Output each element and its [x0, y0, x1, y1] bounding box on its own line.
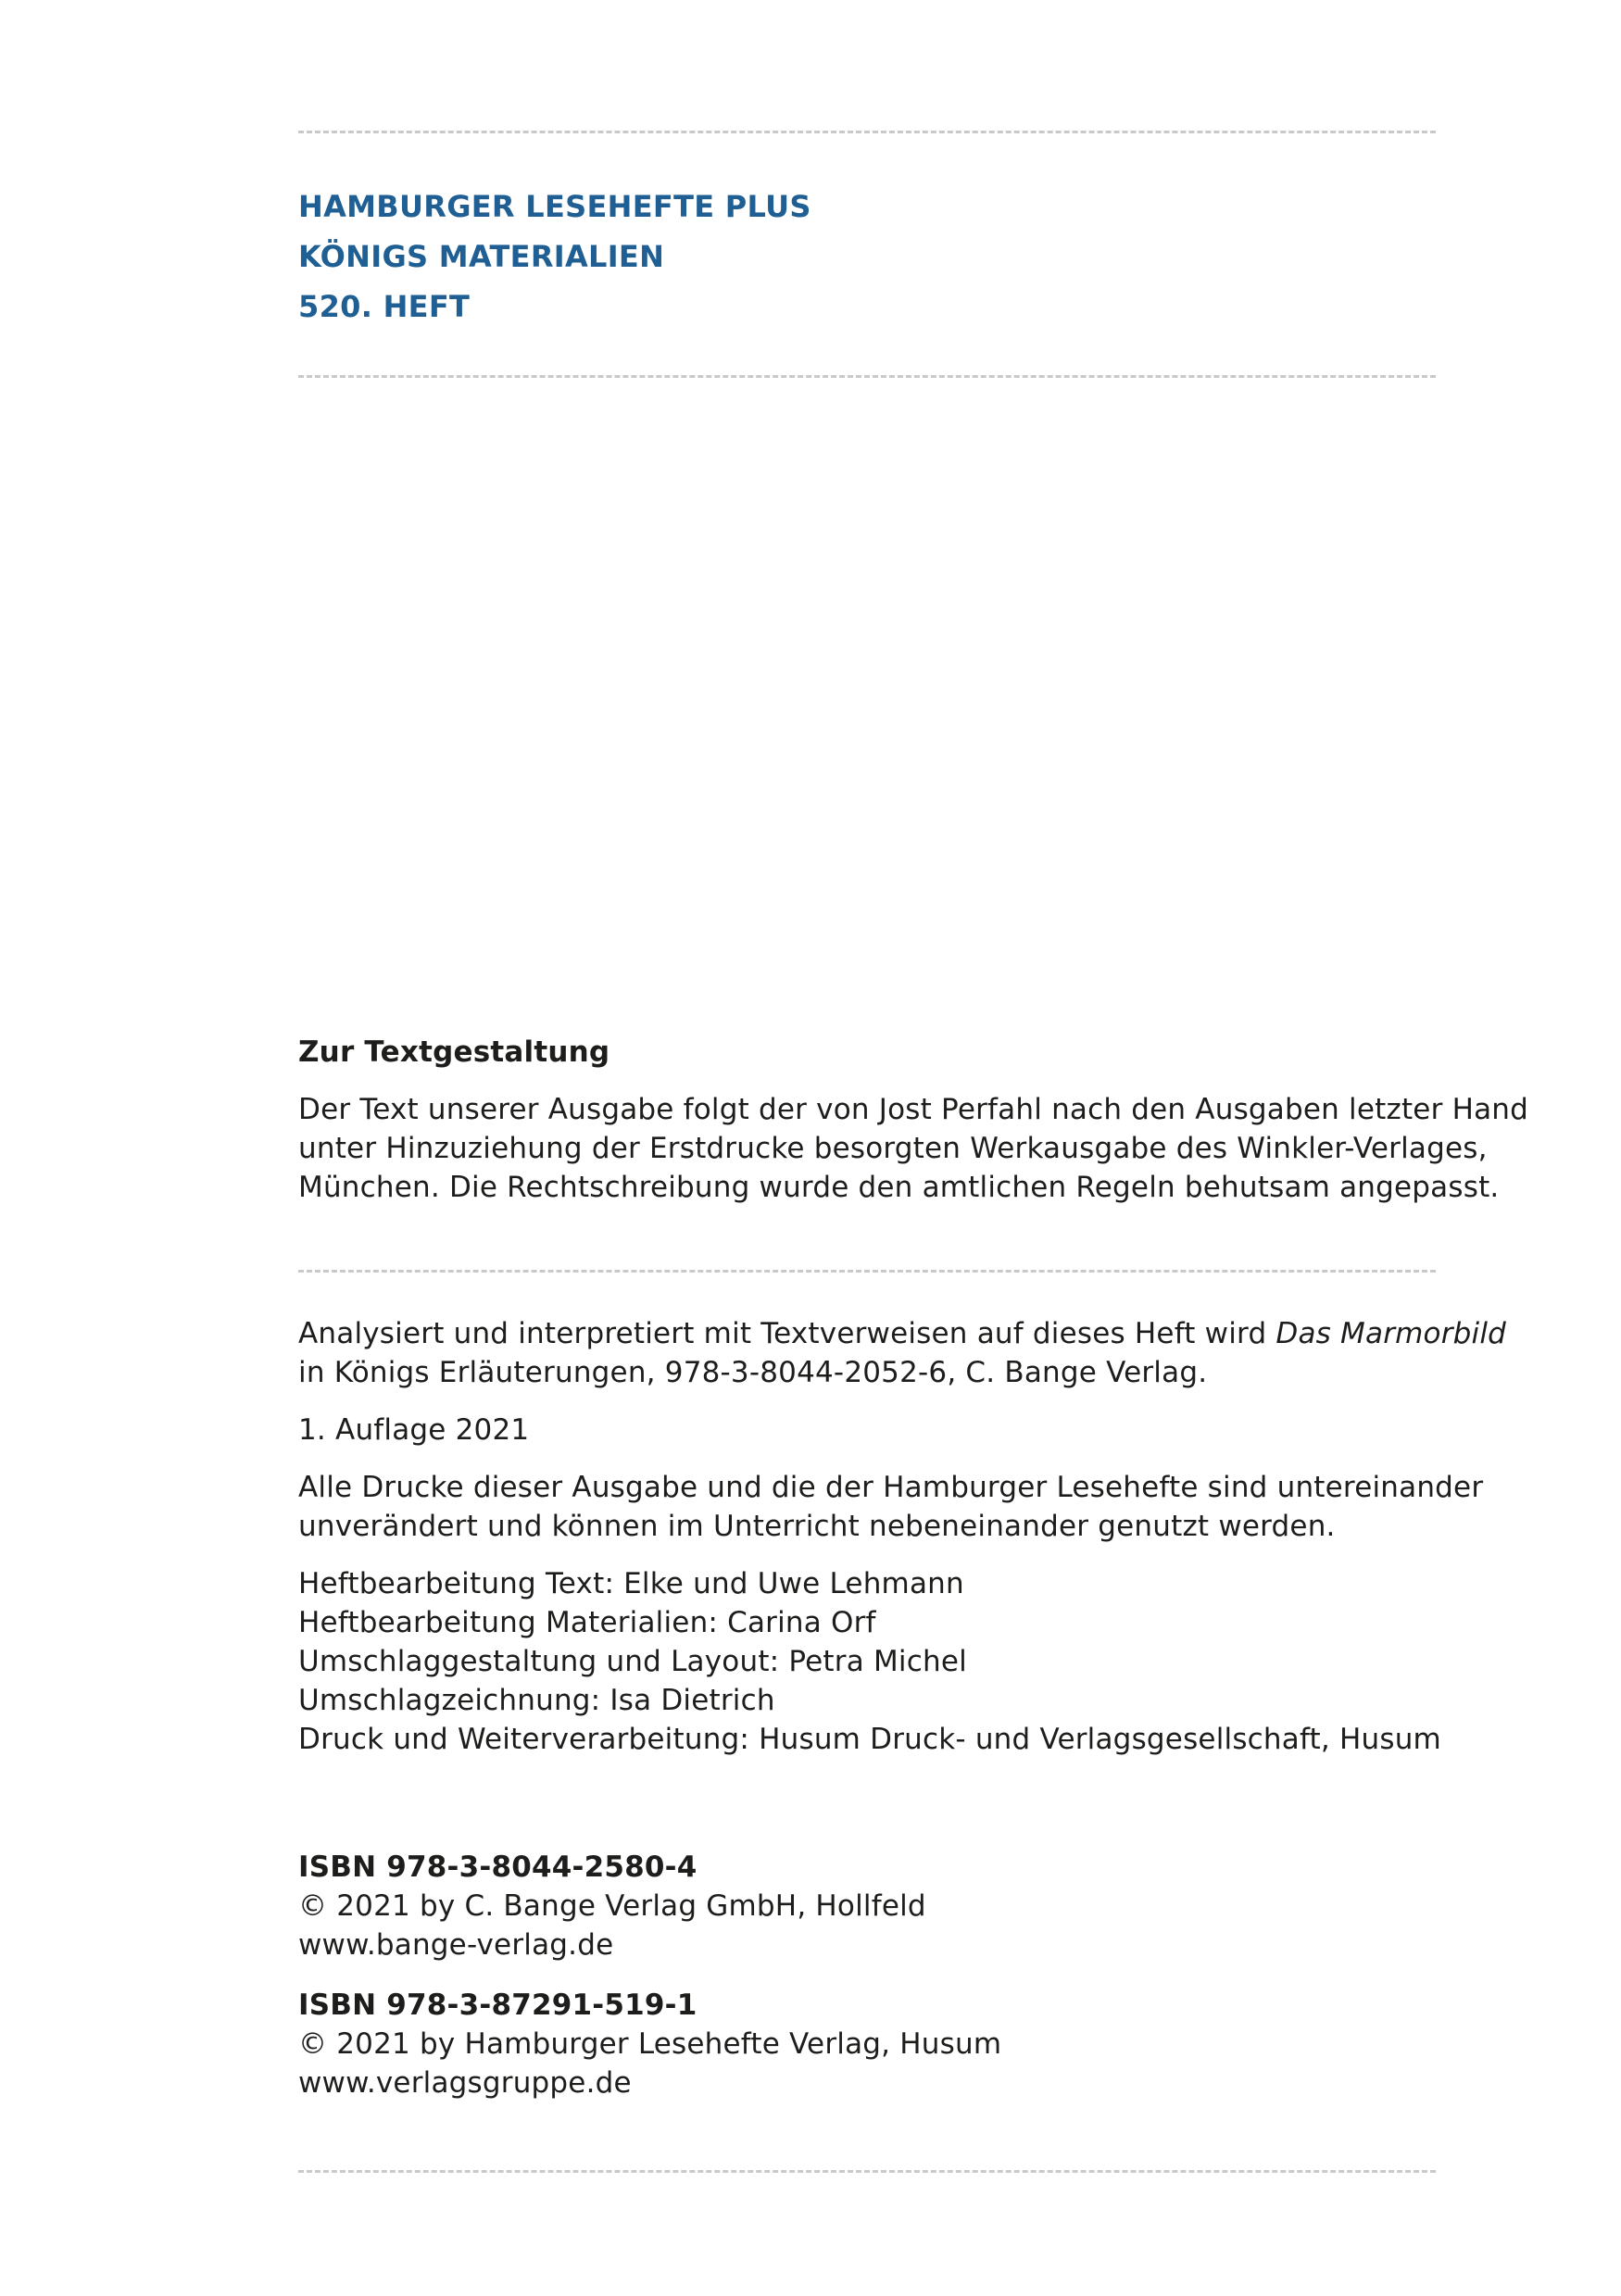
credit-line: Heftbearbeitung Text: Elke und Uwe Lehmann: [298, 1567, 964, 1600]
copyright-2: © 2021 by Hamburger Lesehefte Verlag, Husum: [298, 2027, 1002, 2061]
divider-bottom: [298, 2170, 1436, 2173]
series-issue: 520. HEFT: [298, 289, 471, 324]
credit-line: Druck und Weiterverarbeitung: Husum Druck- und Verlagsgesellschaft, Husum: [298, 1723, 1441, 1756]
isbn-block-2: [298, 1986, 1447, 2102]
series-info: [298, 182, 811, 332]
isbn-1: ISBN 978-3-8044-2580-4: [298, 1851, 697, 1884]
text-note-line: München. Die Rechtschreibung wurde den amtlichen Regeln behutsam angepasst.: [298, 1171, 1500, 1204]
credit-line: Heftbearbeitung Materialien: Carina Orf: [298, 1606, 876, 1639]
analysis-prefix: Analysiert und interpretiert mit Textverweisen auf dieses Heft wird: [298, 1317, 1276, 1350]
edition: 1. Auflage 2021: [298, 1413, 530, 1447]
isbn-2: ISBN 978-3-87291-519-1: [298, 1989, 697, 2022]
prints-line-2: unverändert und können im Unterricht nebeneinander genutzt werden.: [298, 1510, 1336, 1543]
text-note-heading: Zur Textgestaltung: [298, 1035, 610, 1069]
analysis-line-2: in Königs Erläuterungen, 978-3-8044-2052-6, C. Bange Verlag.: [298, 1356, 1208, 1389]
copyright-1: © 2021 by C. Bange Verlag GmbH, Hollfeld: [298, 1889, 926, 1923]
series-subtitle: KÖNIGS MATERIALIEN: [298, 239, 665, 274]
analysis-title: Das Marmorbild: [1275, 1317, 1507, 1350]
divider-2: [298, 375, 1436, 378]
isbn-block-1: [298, 1848, 1447, 1964]
website-2: www.verlagsgruppe.de: [298, 2066, 632, 2100]
publication-info: [298, 1314, 1507, 1759]
divider-3: [298, 1270, 1436, 1273]
prints-line-1: Alle Drucke dieser Ausgabe und die der Hamburger Lesehefte sind untereinander: [298, 1471, 1484, 1504]
text-note-line: unter Hinzuziehung der Erstdrucke besorgten Werkausgabe des Winkler-Verlages,: [298, 1132, 1488, 1165]
credit-line: Umschlaggestaltung und Layout: Petra Michel: [298, 1645, 967, 1678]
series-title: HAMBURGER LESEHEFTE PLUS: [298, 189, 811, 224]
analysis-line-1: [298, 1314, 1507, 1353]
credit-line: Umschlagzeichnung: Isa Dietrich: [298, 1684, 775, 1717]
website-1: www.bange-verlag.de: [298, 1928, 614, 1962]
divider-top: [298, 131, 1436, 133]
text-note-line: Der Text unserer Ausgabe folgt der von Jost Perfahl nach den Ausgaben letzter Hand: [298, 1093, 1529, 1126]
text-note: [298, 1033, 1529, 1207]
